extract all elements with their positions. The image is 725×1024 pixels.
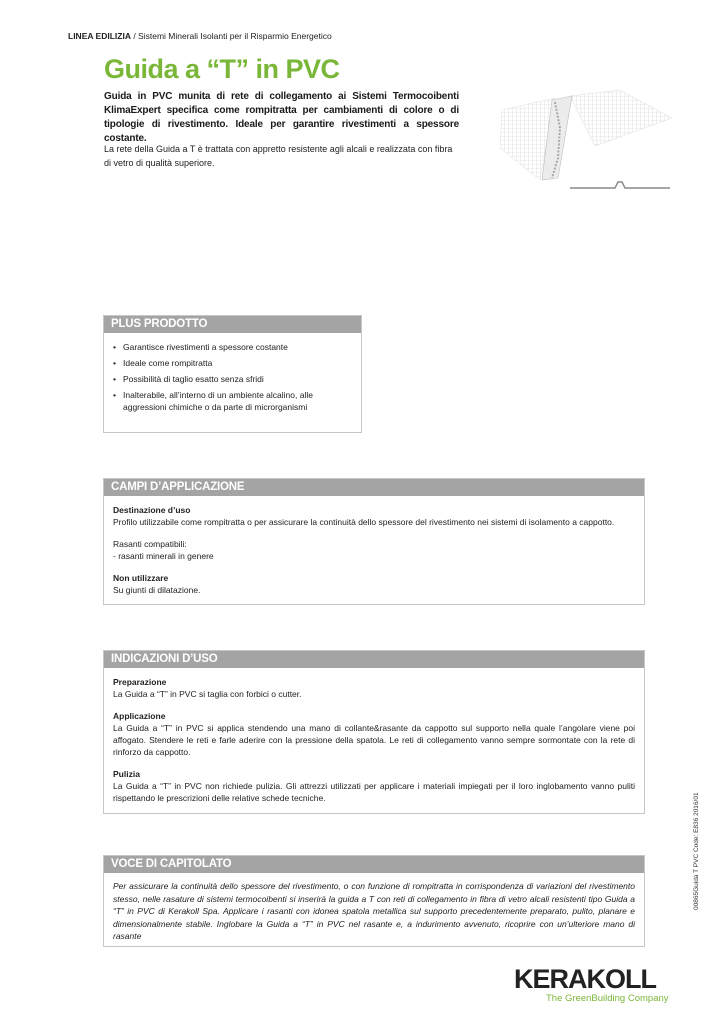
document-code: 00865Guida T PVC Code: E836 2016/01 bbox=[693, 792, 700, 910]
campi-applicazione-section bbox=[103, 478, 645, 605]
kerakoll-logo bbox=[514, 964, 669, 1006]
preparazione-text: La Guida a “T” in PVC si taglia con forbici o cutter. bbox=[113, 689, 302, 699]
page-title: Guida a “T” in PVC bbox=[104, 54, 340, 84]
rasanti-heading: Rasanti compatibili: bbox=[113, 539, 187, 549]
non-utilizzare-text: Su giunti di dilatazione. bbox=[113, 585, 201, 595]
list-item: • Possibilità di taglio esatto senza sfridi bbox=[113, 373, 352, 385]
voce-capitolato-section bbox=[103, 855, 645, 947]
destinazione-heading: Destinazione d’uso bbox=[113, 505, 191, 515]
list-item: • Ideale come rompitratta bbox=[113, 357, 352, 369]
voce-capitolato-header: VOCE DI CAPITOLATO bbox=[104, 856, 644, 873]
logo-tagline: The GreenBuilding Company bbox=[546, 993, 669, 1004]
plus-prodotto-header: PLUS PRODOTTO bbox=[104, 316, 361, 333]
non-utilizzare-heading: Non utilizzare bbox=[113, 573, 169, 583]
applicazione-heading: Applicazione bbox=[113, 711, 166, 721]
product-line-subtitle: / Sistemi Minerali Isolanti per il Risparmio Energetico bbox=[130, 31, 332, 41]
plus-prodotto-section bbox=[103, 315, 362, 433]
indicazioni-uso-section bbox=[103, 650, 645, 814]
list-item: • Inalterabile, all’interno di un ambiente alcalino, alle aggressioni chimiche o da parte di microrganismi bbox=[113, 389, 352, 413]
product-image bbox=[500, 88, 675, 203]
plus-prodotto-list bbox=[113, 341, 352, 413]
pulizia-heading: Pulizia bbox=[113, 769, 140, 779]
document-header bbox=[68, 31, 332, 41]
logo-wordmark: KERAKOLL bbox=[514, 964, 656, 994]
intro-bold-paragraph: Guida in PVC munita di rete di collegamento ai Sistemi Termocoibenti KlimaExpert specifica come rompitratta per cambiamenti di colore o di tipologie di rivestimento. Ideale per garantire rivestimenti a spessore costante. bbox=[104, 91, 459, 144]
pulizia-text: La Guida a “T” in PVC non richiede pulizia. Gli attrezzi utilizzati per applicare i materiali impiegati per il loro inglobamento vanno puliti rispettando le prescrizioni delle relative schede tecniche. bbox=[113, 781, 635, 803]
voce-capitolato-text: Per assicurare la continuità dello spessore del rivestimento, o con funzione di rompitratta in corrispondenza di variazioni del rivestimento stesso, nelle rasature di sistemi termocoibenti si inserirà la guida a T con reti di collegamento in fibra di vetro alcali resistenti tipo Guida a “T” in PVC di Kerakoll Spa. Applicare i rasanti con idonea spatola metallica sul supporto precedentemente preparato, pulito, planare e dimensionalmente stabile. Inglobare la Guida a “T” in PVC nel rasante e, a indurimento avvenuto, ricoprire con un’ulteriore mano di rasante bbox=[113, 881, 635, 941]
indicazioni-uso-header: INDICAZIONI D’USO bbox=[104, 651, 644, 668]
product-line-label: LINEA EDILIZIA bbox=[68, 31, 131, 41]
applicazione-text: La Guida a “T” in PVC si applica stendendo una mano di collante&rasante da cappotto sul supporto nella quale l’angolare viene poi affogato. Stendere le reti e farle aderire con la pressione della spatola. Le reti di collegamento vanno sempre sormontate con la rete di rinforzo da cappotto. bbox=[113, 723, 635, 757]
preparazione-heading: Preparazione bbox=[113, 677, 167, 687]
list-item: • Garantisce rivestimenti a spessore costante bbox=[113, 341, 352, 353]
intro-paragraph: La rete della Guida a T è trattata con appretto resistente agli alcali e realizzata con fibra di vetro di qualità superiore. bbox=[104, 144, 453, 168]
rasanti-text: - rasanti minerali in genere bbox=[113, 551, 214, 561]
campi-applicazione-header: CAMPI D’APPLICAZIONE bbox=[104, 479, 644, 496]
destinazione-text: Profilo utilizzabile come rompitratta o per assicurare la continuità dello spessore del rivestimento nei sistemi di isolamento a cappotto. bbox=[113, 517, 615, 527]
